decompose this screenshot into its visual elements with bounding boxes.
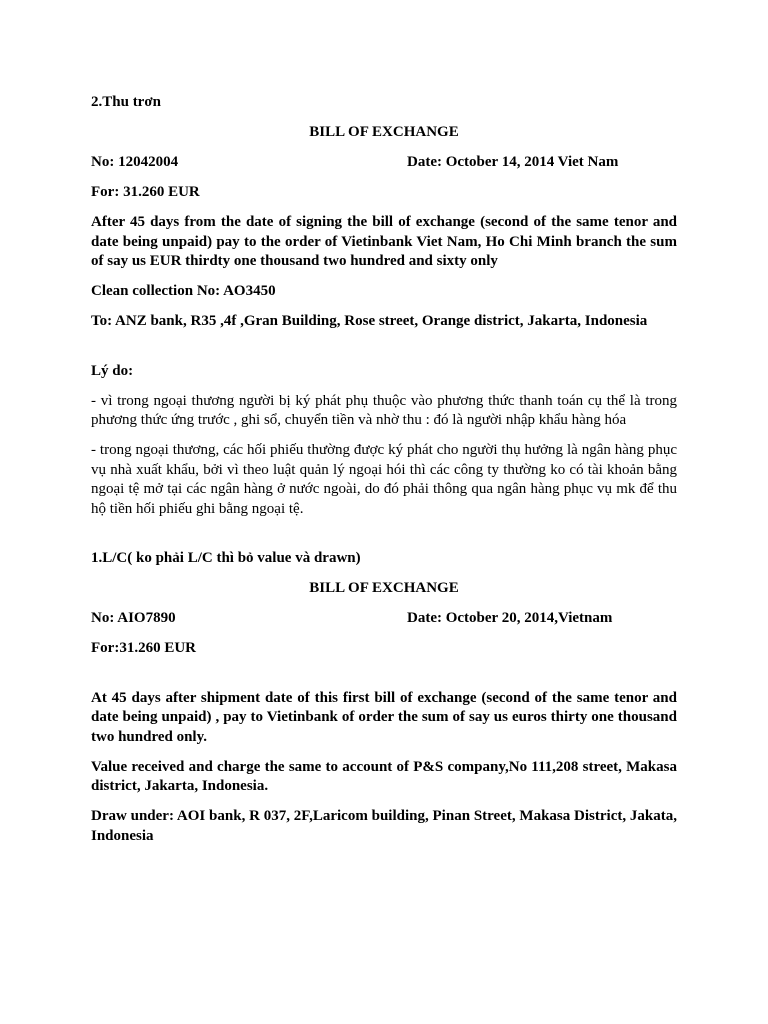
section2-value-received: Value received and charge the same to account of P&S company,No 111,208 street, Makasa district, Jakarta, Indonesia. xyxy=(91,758,677,794)
reason-item: - trong ngoại thương, các hối phiếu thường được ký phát cho người thụ hưởng là ngân hàng phục vụ nhà xuất khẩu, bởi vì theo luật quản lý ngoại hói thì các công ty thường ko có tài khoản bằng ngoại tệ mở tại các ngân hàng ở nước ngoài, do đó phải thông qua ngân hàng phục vụ mk để thu hộ tiền hối phiếu ghi bằng ngoại tệ. xyxy=(91,442,677,517)
spacer xyxy=(91,530,677,550)
section1-heading: 2.Thu trơn xyxy=(91,94,161,110)
spacer xyxy=(91,342,677,362)
section1-collection-number: Clean collection No: AO3450 xyxy=(91,283,276,299)
spacer xyxy=(91,669,677,689)
section2-heading: 1.L/C( ko phải L/C thì bỏ value và drawn) xyxy=(91,550,361,566)
section2-drawn-under: Draw under: AOI bank, R 037, 2F,Laricom building, Pinan Street, Makasa District, Jakata, Indonesia xyxy=(91,808,677,844)
reasons-heading: Lý do: xyxy=(91,362,134,379)
document-page xyxy=(91,93,677,857)
section1-amount: For: 31.260 EUR xyxy=(91,184,200,200)
section1-body: After 45 days from the date of signing the bill of exchange (second of the same tenor and date being unpaid) pay to the order of Vietinbank Viet Nam, Ho Chi Minh branch the sum of say us EUR thirdty one thousand two hundred and sixty only xyxy=(91,214,677,269)
section2-date: Date: October 20, 2014,Vietnam xyxy=(407,610,613,626)
reason-item: - vì trong ngoại thương người bị ký phát phụ thuộc vào phương thức thanh toán cụ thể là trong phương thức ứng trước , ghi sổ, chuyển tiền và nhờ thu : đó là người nhập khẩu hàng hóa xyxy=(91,392,677,428)
section2-amount: For:31.260 EUR xyxy=(91,640,196,656)
section1-drawee: To: ANZ bank, R35 ,4f ,Gran Building, Rose street, Orange district, Jakarta, Indonesia xyxy=(91,313,648,329)
section1-number-date-row xyxy=(91,153,677,173)
section1-title: BILL OF EXCHANGE xyxy=(309,124,459,140)
section2-body: At 45 days after shipment date of this first bill of exchange (second of the same tenor and date being unpaid) , pay to Vietinbank of order the sum of say us euros thirty one thousand two hundred only. xyxy=(91,689,677,745)
section1-number: No: 12042004 xyxy=(91,154,179,170)
section2-number: No: AIO7890 xyxy=(91,610,176,626)
section2-title: BILL OF EXCHANGE xyxy=(309,580,459,596)
section1-date: Date: October 14, 2014 Viet Nam xyxy=(407,154,619,170)
section2-number-date-row xyxy=(91,609,677,629)
